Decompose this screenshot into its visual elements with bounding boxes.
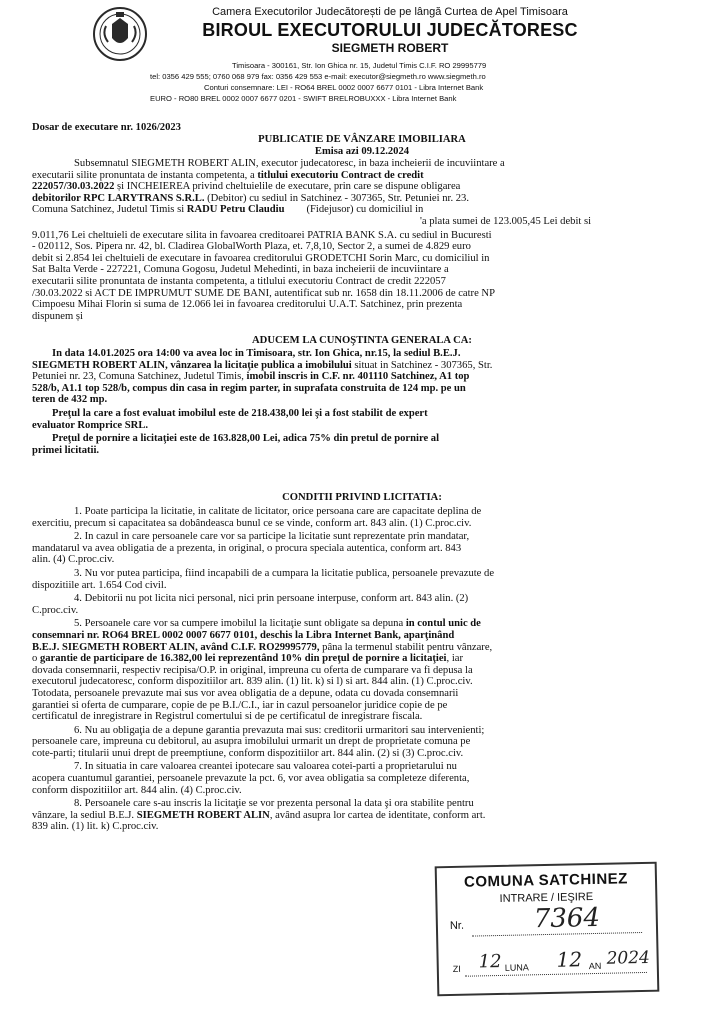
text-line: In data 14.01.2025 ora 14:00 va avea loc in Timisoara, str. Ion Ghica, nr.15, la sediul B.E.J. [52,348,461,359]
text-span: pâna la termenul stabilit pentru vânzare, [319,641,493,653]
text-line [32,181,692,193]
text-line: 2. In cazul in care persoanele care vor sa participe la licitatie sunt reprezentate prin mandatar, [74,531,470,543]
text-line: dispozitiile art. 1.654 Cod civil. [32,579,167,591]
registration-stamp [435,862,660,997]
stamp-subtitle: INTRARE / IEŞIRE [499,891,594,905]
text-line [32,170,692,182]
text-line: executarii silite pronuntata de instanta competenta, a titlului executoriu Contract de credit 222057 [32,275,446,287]
text-line [32,642,692,654]
text-line [32,371,692,383]
text-line: Subsemnatul SIEGMETH ROBERT ALIN, executor judecatoresc, in baza incheierii de incuviintare a [74,158,505,169]
stamp-luna-label: LUNA [504,962,529,973]
text-line: executorul judecatoresc, conform dispozitiilor art. 839 alin. (1) lit. k) si l) si art. 844 alin. (1) C.proc.civ. [32,676,473,688]
text-line: 'a plata sumei de 123.005,45 Lei debit si [420,215,592,227]
text-line: mandatarul va avea obligatia de a prezenta, in original, o procura speciala autentica, conform art. 843 [32,542,462,554]
text-span: , vânzarea la licitaţie publica a imobilului [165,359,352,371]
text-span: (Fidejusor) cu domiciliul in [306,204,424,216]
text-span: situat in Satchinez - 307365, Str. [351,359,493,371]
date-underline [465,972,647,977]
text-line: cote-parti; titularii unui drept de preemptiune, conform dispozitiilor art. 844 alin. (2) si (3) C.proc.civ. [32,747,464,759]
office-title: BIROUL EXECUTORULUI JUDECĂTORESC [202,20,578,40]
executor-name: SIEGMETH ROBERT [331,41,449,55]
text-line: 839 alin. (1) lit. k) C.proc.civ. [32,821,159,833]
text-line [32,204,692,216]
text-line: persoanele care, impreuna cu debitorul, au asupra imobilului urmarit un drept de proprietate comuna pe [32,736,471,748]
text-line [32,653,692,665]
text-line: debit si 2.854 lei cheltuieli de executare in favoarea creditorului GRODETCHI Sorin Marc, cu domiciliul in [32,252,490,264]
text-line: certificatul de inregistrare in Registrul comertului si de pe certificatul de inregistrare fiscala. [32,711,423,723]
text-line: 8. Persoanele care s-au inscris la licitaţie se vor prezenta personal la data şi ora stabilite pentru [74,798,474,810]
text-line: 6. Nu au obligaţia de a depune garantia prevazuta mai sus: creditorii urmaritori sau intervenienti; [74,724,485,736]
accounts-line-lei: Conturi consemnare: LEI - RO64 BREL 0002 0007 6677 0101 - Libra Internet Bank [204,83,484,92]
stamp-an-label: AN [588,960,602,972]
chamber-line: Camera Executorilor Judecătorești de pe lângă Curtea de Apel Timisoara [212,6,568,18]
stamp-luna-value: 12 [556,947,583,972]
paragraph-intro [32,158,692,322]
title-executoriu: titlului executoriu Contract de credit [257,169,424,181]
text-line: acopera cuantumul garantiei, persoanele prevazute la pct. 6, vor avea obligatia sa completeze diferenta, [32,773,470,785]
text-line: 528/b, A1.1 top 528/b, compus din casa in regim parter, in suprafata construita de 124 mp. pe un [32,382,466,394]
bej-ref: B.E.J. SIEGMETH ROBERT ALIN, având C.I.F. RO29995779, [32,641,320,653]
stamp-nr-label: Nr. [449,919,465,933]
text-line: Cimpoesu Mihai Florin si suma de 12.066 lei in favoarea creditorului U.A.T. Satchinez, prin prezenta [32,299,463,311]
text-line: dovada consemnarii, respectiv recipisa/O.P. in original, impreuna cu oferta de cumparare va fi depusa la [32,664,473,676]
coat-of-arms-logo [92,4,148,70]
text-span: vânzare, la sediul B.E.J. [32,809,137,821]
guarantor-name: RADU Petru Claudiu [186,204,285,216]
text-line: conform dispozitiilor art. 844 alin. (4) C.proc.civ. [32,784,242,796]
property-cf: imobil inscris in C.F. nr. 401110 Satchinez, A1 top [246,371,470,383]
text-line: C.proc.civ. [32,604,79,616]
text-span: 5. Persoanele care vor sa cumpere imobilul la licitaţie sunt obligate sa depuna [74,618,406,630]
text-line: 1. Poate participa la licitatie, in calitate de licitator, orice persoana care are capacitate deplina de [74,506,482,517]
text-line: /30.03.2022 si ACT DE IMPRUMUT SUME DE BANI, autentificat sub nr. 1658 din 18.11.2006 de catre NP [32,287,495,299]
text-span: executarii silite pronuntata de instanta competenta, a [32,169,258,181]
text-line: 3. Nu vor putea participa, fiind incapabili de a cumpara la licitatie publica, persoanele prevazute de [74,567,495,579]
announcement-heading: ADUCEM LA CUNOŞTINTA GENERALA CA: [252,335,472,346]
text-line: evaluator Romprice SRL. [32,419,149,431]
text-line: dispunem și [32,310,83,322]
text-line: primei licitatii. [32,444,100,456]
address-line: Timisoara - 300161, Str. Ion Ghica nr. 15, Judetul Timis C.I.F. RO 29995779 [232,61,487,70]
paragraph-auction [32,348,692,456]
text-span: o [32,653,40,665]
phones-line: tel: 0356 429 555; 0760 068 979 fax: 0356 429 553 e-mail: executor@siegmeth.ro www.siegmeth.ro [150,72,486,81]
stamp-zi-value: 12 [478,950,502,973]
debtor-name: debitorilor RPC LARYTRANS S.R.L. [32,192,205,204]
accounts-line-euro: EURO - RO80 BREL 0002 0007 6677 0201 - SWIFT BRELROBUXXX - Libra Internet Bank [150,94,457,103]
text-line: 9.011,76 Lei cheltuieli de executare silita in favoarea creditoarei PATRIA BANK S.A. cu sediul in Bucuresti [32,229,492,241]
text-span: și INCHEIEREA privind cheltuielile de executare, prin care se dispune obligarea [114,181,461,193]
text-line: 7. In situatia in care valoarea creantei ipotecare sau valoarea cotei-parti a proprietarului nu [74,761,457,773]
executor-ref: SIEGMETH ROBERT ALIN [136,809,270,821]
text-line: garantiei si oferta de cumparare, copie de pe B.I./C.I., iar in cazul persoanelor juridice copie de pe [32,699,448,711]
text-line: consemnari nr. RO64 BREL 0002 0007 6677 0101, deschis la Libra Internet Bank, aparţinând [32,629,455,641]
conditions-list [32,506,692,833]
document-title: PUBLICATIE DE VÂNZARE IMOBILIARA [258,134,466,145]
text-line: exercitiu, precum si capacitatea sa dobândeasca bunul ce se vinde, conform art. 843 alin. (1) C.proc.civ. [32,517,472,529]
text-line: Sat Balta Verde - 227221, Comuna Gogosu, Judetul Mehedinti, in baza incheierii de incuviintare a [32,264,449,276]
text-line: 4. Debitorii nu pot licita nici personal, nici prin persoane interpuse, conform art. 843 alin. (2) [74,593,469,605]
text-line [32,360,692,372]
conditions-heading: CONDITII PRIVIND LICITATIA: [282,492,442,503]
executor-ref: SIEGMETH ROBERT ALIN [32,359,166,371]
text-line: teren de 432 mp. [32,394,108,406]
text-span: Comuna Satchinez, Judetul Timis si [32,204,187,216]
contract-number: 222057/30.03.2022 [32,181,115,193]
dossier-number: Dosar de executare nr. 1026/2023 [32,122,181,133]
document-date: Emisa azi 09.12.2024 [314,146,410,157]
text-line: Preţul la care a fost evaluat imobilul este de 218.438,00 lei şi a fost stabilit de expert [52,407,428,419]
text-line [32,810,692,822]
stamp-title: COMUNA SATCHINEZ [463,870,629,891]
text-line: - 020112, Sos. Pipera nr. 42, bl. Cladirea GlobalWorth Plaza, et. 7,8,10, Sector 2, a sumei de 4.829 euro [32,241,471,253]
stamp-zi-label: ZI [452,963,461,974]
text-line: Totodata, persoanele prevazute mai sus vor avea obligatia de a depune, odata cu dovada consemnarii [32,687,459,699]
text-line: Preţul de pornire a licitaţiei este de 163.828,00 Lei, adica 75% din pretul de pornire al [52,433,440,445]
stamp-nr-value: 7364 [533,902,601,935]
stamp-an-value: 2024 [606,947,651,969]
text-line [32,193,692,205]
text-span: , având asupra lor cartea de identitate, conform art. [269,809,486,821]
text-line: alin. (4) C.proc.civ. [32,554,115,566]
text-span: , iar [446,653,463,665]
text-span: Petuniei nr. 23, Comuna Satchinez, Judetul Timis, [32,371,247,383]
text-line [32,618,692,630]
guarantee-amount: garantie de participare de 16.382,00 lei reprezentând 10% din preţul de pornire a licitaţiei [39,653,447,665]
account-ref: in contul unic de [405,618,481,630]
text-span: (Debitor) cu sediul in Satchinez - 307365, Str. Petuniei nr. 23. [204,192,469,204]
